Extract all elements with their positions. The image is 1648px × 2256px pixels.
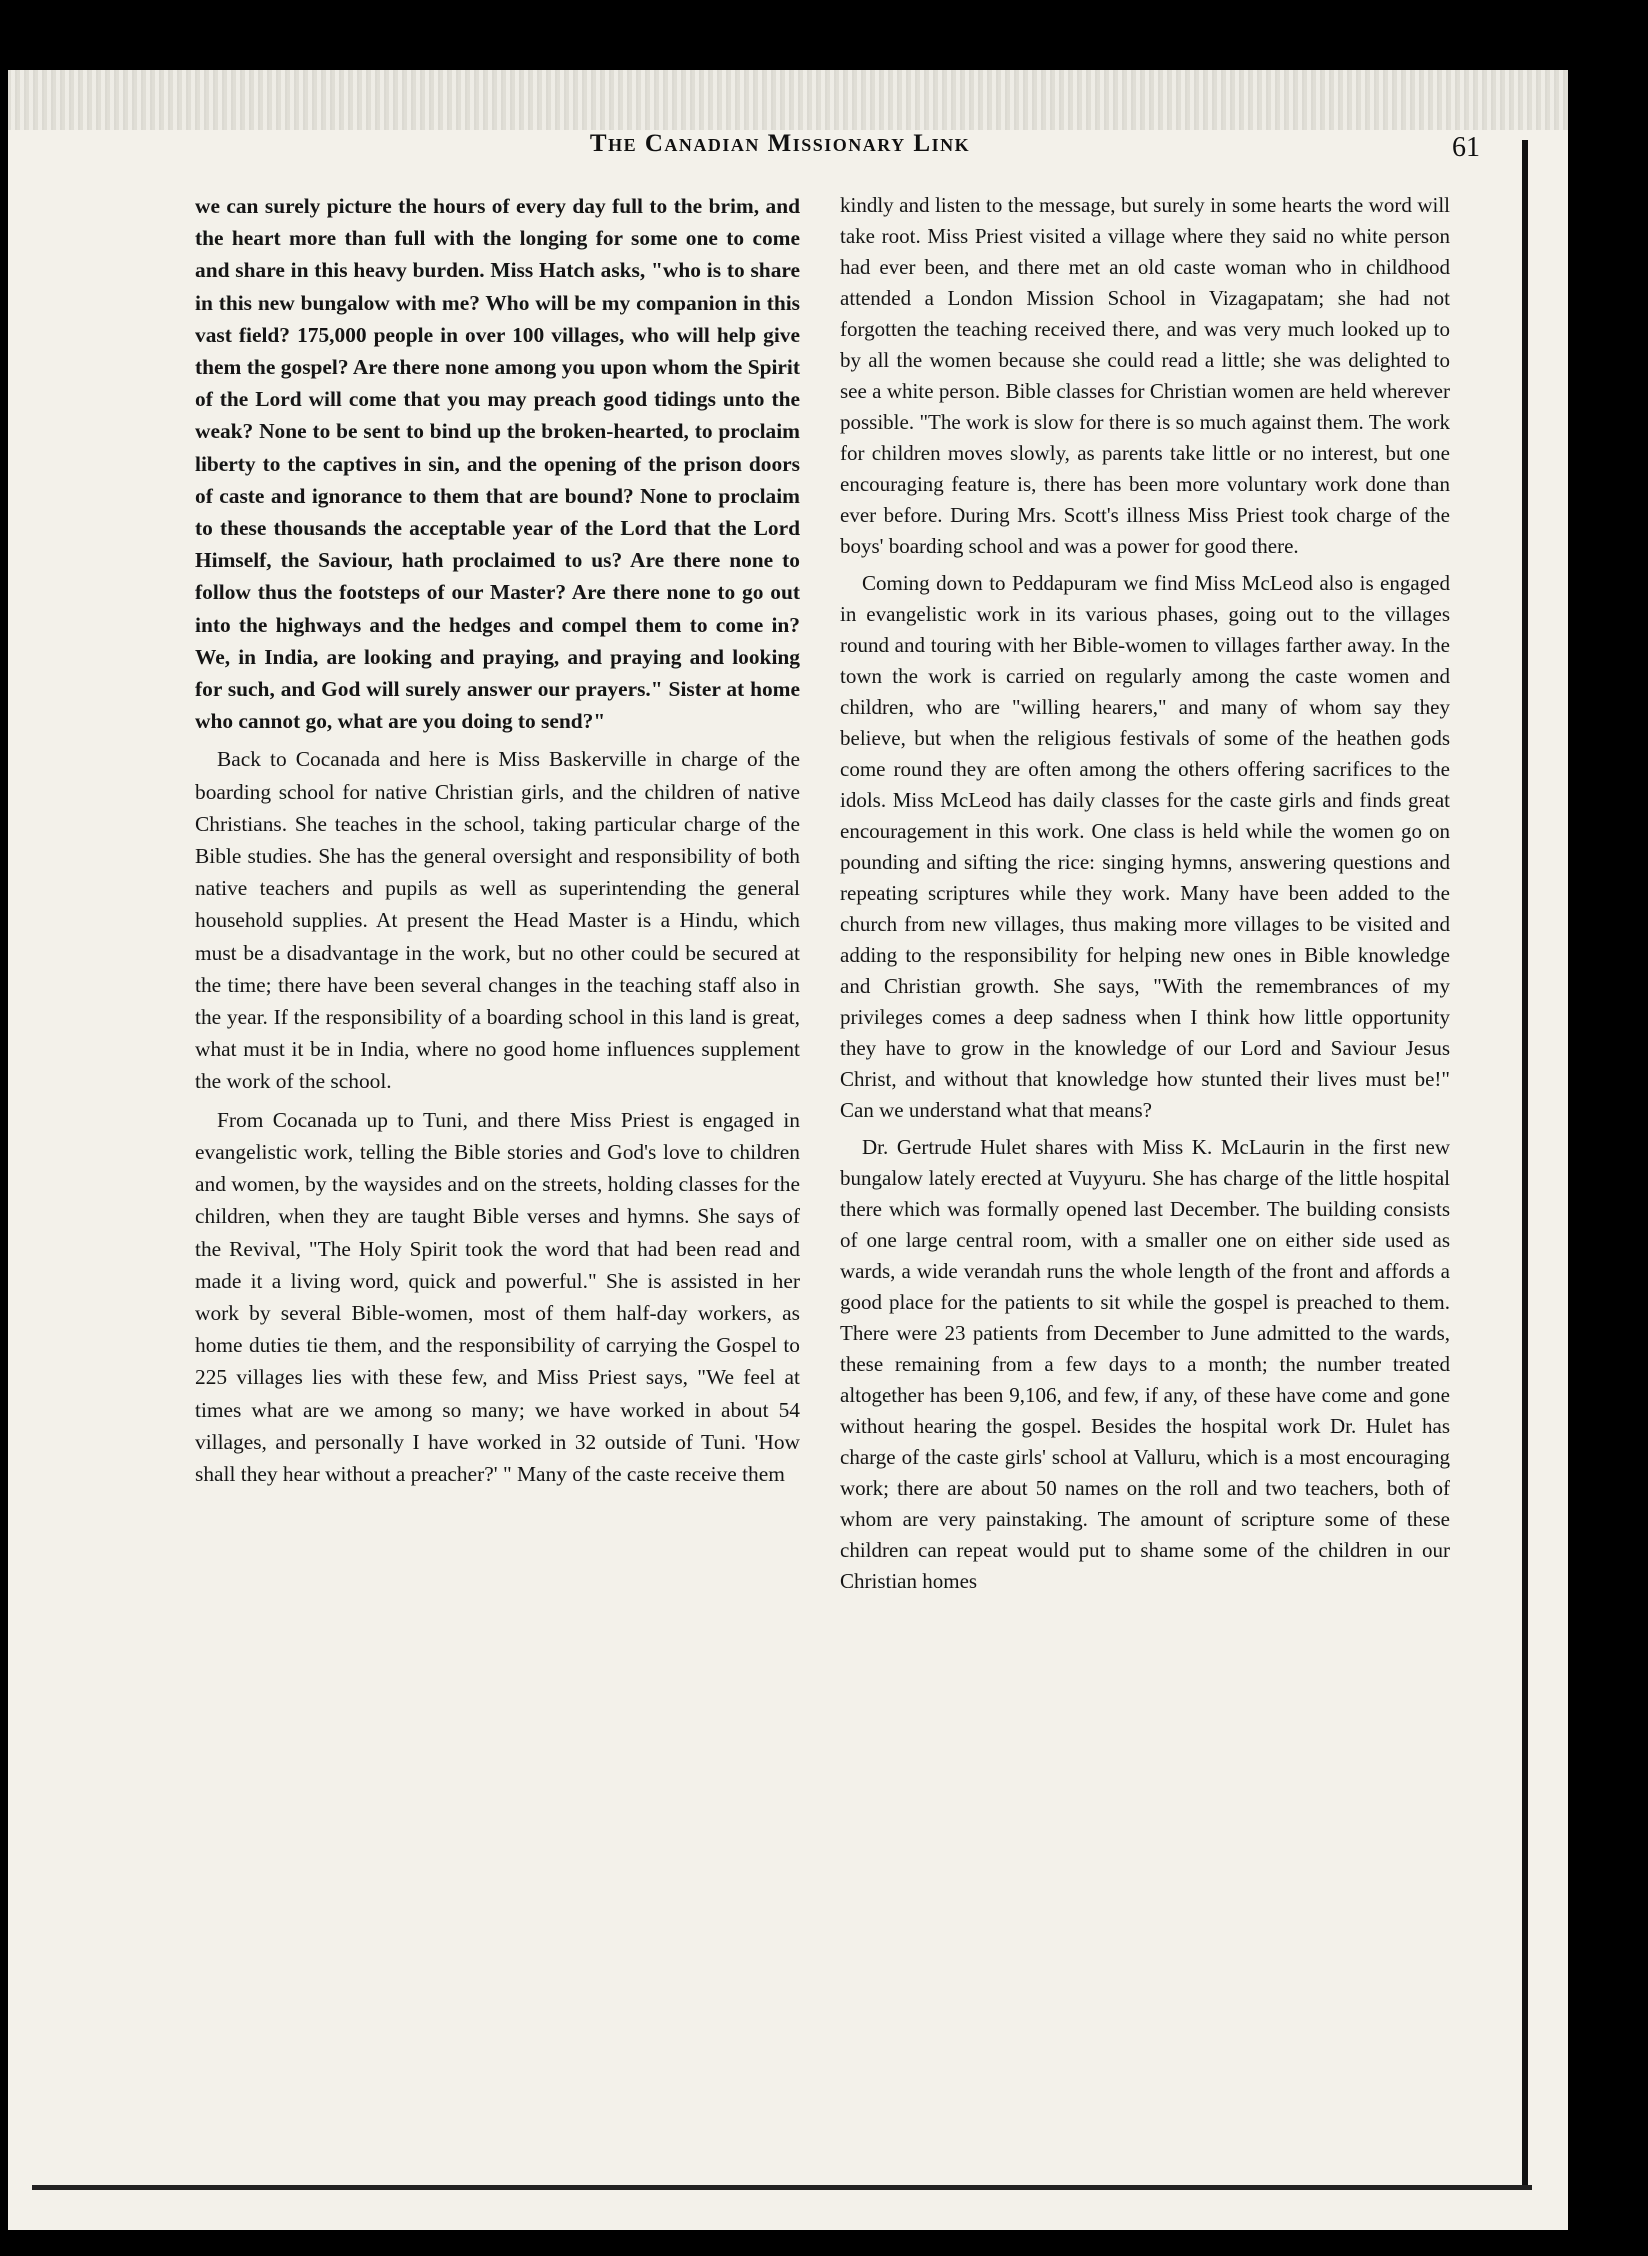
paragraph: Dr. Gertrude Hulet shares with Miss K. McLaurin in the first new bungalow lately erected at Vuyyuru. She has charge of the little hospital there which was formally opened last December. The building consists of one large central room, with a smaller one on either side used as wards, a wide verandah runs the whole length of the front and affords a good place for the patients to sit while the gospel is preached to them. There were 23 patients from December to June admitted to the wards, these remaining from a few days to a month; the number treated altogether has been 9,106, and few, if any, of these have come and gone without hearing the gospel. Besides the hospital work Dr. Hulet has charge of the caste girls' school at Valluru, which is a most encouraging work; there are about 50 names on the roll and two teachers, both of whom are very painstaking. The amount of scripture some of these children can repeat would put to shame some of the children in our Christian homes <box>840 1135 1450 1593</box>
paragraph: kindly and listen to the message, but surely in some hearts the word will take root. Miss Priest visited a village where they said no white person had ever been, and there met an old caste woman who in childhood attended a London Mission School in Vizagapatam; she had not forgotten the teaching received there, and was very much looked up to by all the women because she could read a little; she was delighted to see a white person. Bible classes for Christian women are held wherever possible. "The work is slow for there is so much against them. The work for children moves slowly, as parents take little or no interest, but one encouraging feature is, there has been more voluntary work done than ever before. During Mrs. Scott's illness Miss Priest took charge of the boys' boarding school and was a power for good there. <box>840 193 1450 558</box>
paragraph: we can surely picture the hours of every day full to the brim, and the heart more than full with the longing for some one to come and share in this heavy burden. Miss Hatch asks, "who is to share in this new bungalow with me? Who will be my companion in this vast field? 175,000 people in over 100 villages, who will help give them the gospel? Are there none among you upon whom the Spirit of the Lord will come that you may preach good tidings unto the weak? None to be sent to bind up the broken-hearted, to proclaim liberty to the captives in sin, and the opening of the prison doors of caste and ignorance to them that are bound? None to proclaim to these thousands the acceptable year of the Lord that the Lord Himself, the Saviour, hath proclaimed to us? Are there none to follow thus the footsteps of our Master? Are there none to go out into the highways and the hedges and compel them to come in? We, in India, are looking and praying, and praying and looking for such, and God will surely answer our prayers." Sister at home who cannot go, what are you doing to send?" <box>195 194 800 734</box>
paragraph: Back to Cocanada and here is Miss Baskerville in charge of the boarding school for native Christian girls, and the children of native Christians. She teaches in the school, taking particular charge of the Bible studies. She has the general oversight and responsibility of both native teachers and pupils as well as superintending the general household supplies. At present the Head Master is a Hindu, which must be a disadvantage in the work, but no other could be secured at the time; there have been several changes in the teaching staff also in the year. If the responsibility of a boarding school in this land is great, what must it be in India, where no good home influences supplement the work of the school. <box>195 747 800 1094</box>
page-header <box>70 130 1490 180</box>
paragraph: Coming down to Peddapuram we find Miss McLeod also is engaged in evangelistic work in its various phases, going out to the villages round and touring with her Bible-women to villages farther away. In the town the work is carried on regularly among the caste women and children, who are "willing hearers," and many of whom say they believe, but when the religious festivals of some of the heathen gods come round they are often among the others offering sacrifices to the idols. Miss McLeod has daily classes for the caste girls and finds great encouragement in this work. One class is held while the women go on pounding and sifting the rice: singing hymns, answering questions and repeating scriptures while they work. Many have been added to the church from new villages, thus making more villages to be visited and adding to the responsibility for helping new ones in Bible knowledge and Christian growth. She says, "With the remembrances of my privileges comes a deep sadness when I think how little opportunity they have to grow in the knowledge of our Lord and Saviour Jesus Christ, and without that knowledge how stunted their lives must be!" Can we understand what that means? <box>840 571 1450 1122</box>
scan-right-edge <box>1522 140 1528 2190</box>
left-column <box>195 190 800 1496</box>
paragraph: From Cocanada up to Tuni, and there Miss Priest is engaged in evangelistic work, telling the Bible stories and God's love to children and women, by the waysides and on the streets, holding classes for the children, when they are taught Bible verses and hymns. She says of the Revival, "The Holy Spirit took the word that had been read and made it a living word, quick and powerful." She is assisted in her work by several Bible-women, most of them half-day workers, as home duties tie them, and the responsibility of carrying the Gospel to 225 villages lies with these few, and Miss Priest says, "We feel at times what are we among so many; we have worked in about 54 villages, and personally I have worked in 32 outside of Tuni. 'How shall they hear without a preacher?' " Many of the caste receive them <box>195 1107 800 1486</box>
right-column <box>840 190 1450 1603</box>
scan-noise-band <box>8 70 1568 130</box>
running-head: The Canadian Missionary Link <box>589 130 971 157</box>
scan-bottom-edge <box>32 2185 1532 2190</box>
page-number: 61 <box>1452 132 1480 163</box>
